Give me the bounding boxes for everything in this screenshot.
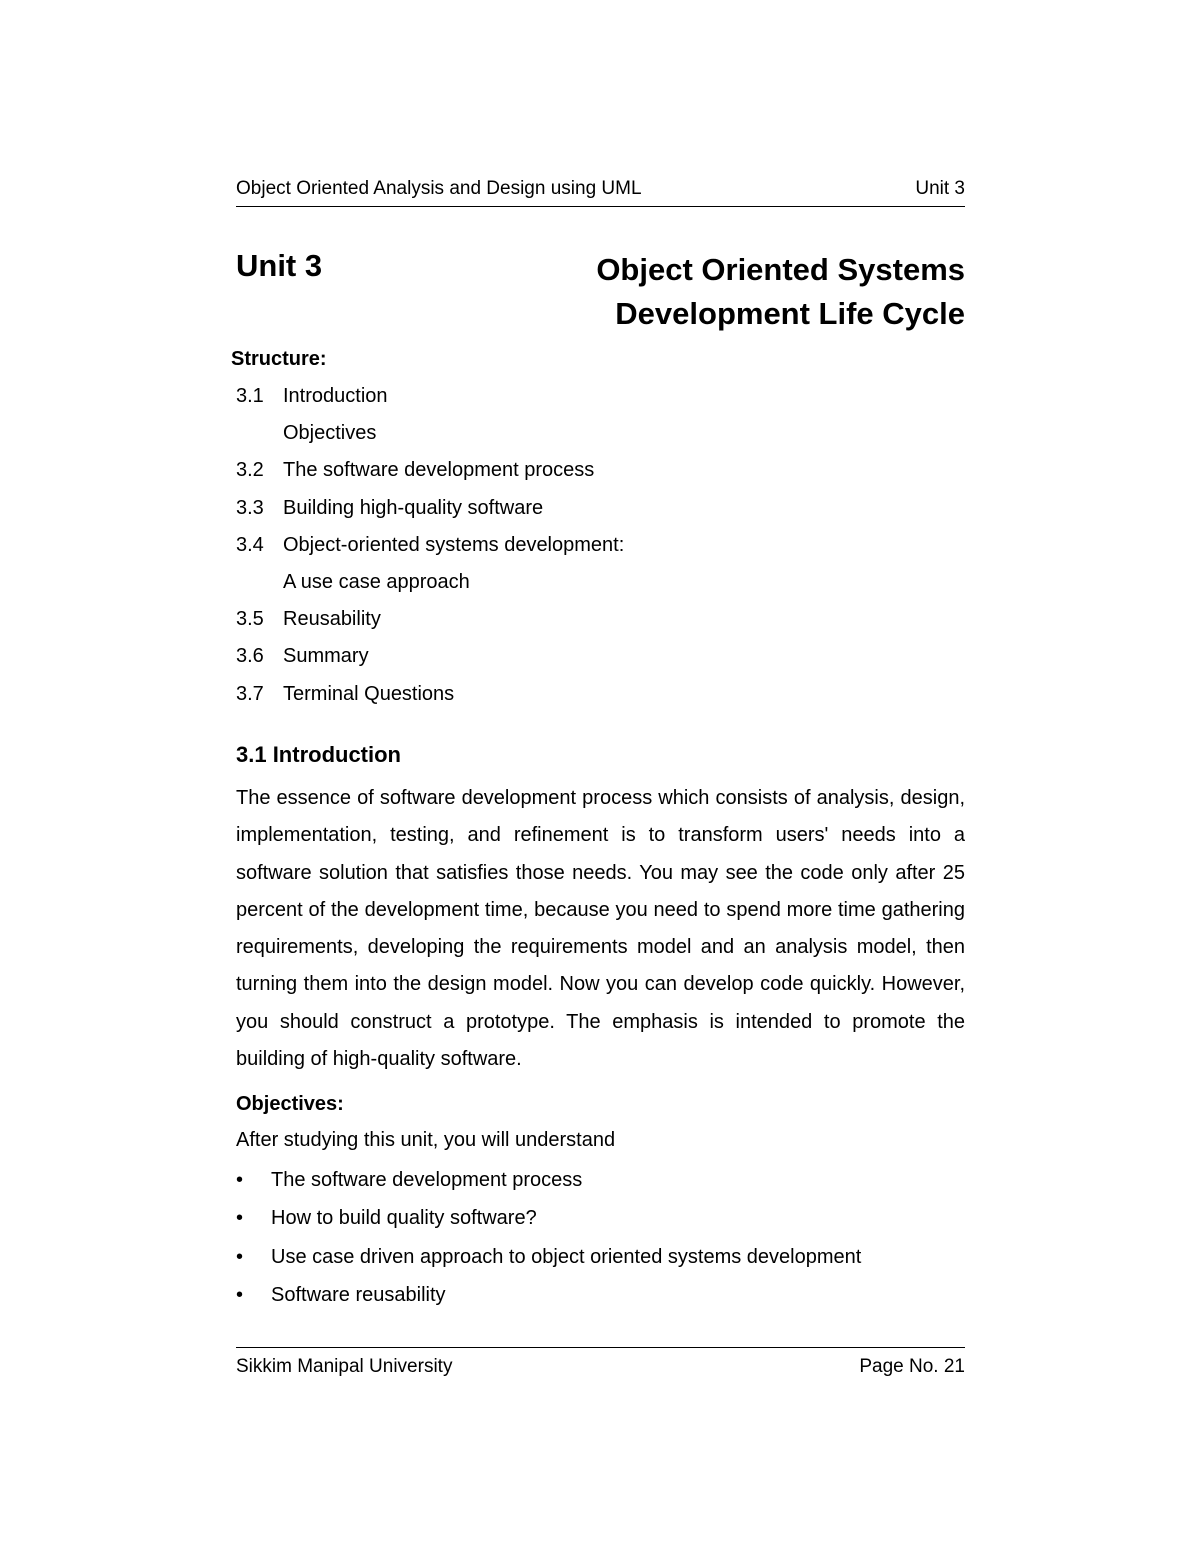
structure-item-number: 3.5 — [236, 608, 264, 631]
objective-text: The software development process — [271, 1169, 583, 1191]
structure-item — [236, 681, 965, 718]
structure-item — [236, 495, 965, 532]
unit-title-line-1: Object Oriented Systems — [596, 252, 965, 287]
unit-title — [545, 248, 965, 336]
introduction-paragraph: The essence of software development process which consists of analysis, design, implementation, testing, and refinement is to transform users' needs into a software solution that satisfies those needs. You may see the code only after 25 percent of the development time, because you need to spend more time gathering requirements, developing the requirements model and an analysis model, then turning them into the design model. Now you can develop code quickly. However, you should construct a prototype. The emphasis is intended to promote the building of high-quality software. — [236, 787, 965, 1071]
header-rule — [236, 206, 965, 207]
footer-rule — [236, 1347, 965, 1348]
objective-text: Use case driven approach to object oriented systems development — [271, 1245, 862, 1268]
structure-item-number: 3.1 — [236, 385, 264, 407]
footer-publisher: Sikkim Manipal University — [236, 1356, 453, 1377]
structure-item-text: A use case approach — [283, 570, 470, 593]
structure-item-number: 3.6 — [236, 645, 264, 668]
objective-item — [236, 1167, 965, 1205]
objective-text: How to build quality software? — [271, 1207, 537, 1230]
footer-page-number: Page No. 21 — [859, 1356, 965, 1377]
objective-item — [236, 1282, 965, 1320]
structure-list — [236, 383, 965, 718]
structure-item-text: Introduction — [283, 385, 388, 407]
objectives-heading: Objectives: — [236, 1093, 344, 1115]
structure-item-text: Terminal Questions — [283, 682, 455, 705]
structure-item-number: 3.7 — [236, 682, 264, 705]
objective-item — [236, 1244, 965, 1282]
bullet-icon: • — [236, 1245, 244, 1268]
structure-heading: Structure: — [231, 348, 327, 370]
structure-item-number: 3.4 — [236, 533, 264, 556]
structure-item — [236, 643, 965, 680]
structure-item — [236, 457, 965, 494]
structure-item — [236, 383, 965, 420]
structure-item-text: Building high-quality software — [283, 496, 544, 519]
header-book-title: Object Oriented Analysis and Design using UML — [236, 178, 642, 199]
objective-item — [236, 1205, 965, 1243]
bullet-icon: • — [236, 1169, 244, 1191]
unit-title-line-2: Development Life Cycle — [615, 296, 965, 331]
structure-item-text: Reusability — [283, 608, 381, 631]
unit-label: Unit 3 — [236, 248, 323, 283]
structure-item — [236, 420, 965, 457]
bullet-icon: • — [236, 1207, 244, 1230]
objectives-lead: After studying this unit, you will understand — [236, 1129, 616, 1151]
objectives-list — [236, 1167, 965, 1321]
structure-item-text: Summary — [283, 645, 369, 668]
structure-item-number: 3.3 — [236, 496, 264, 519]
objective-text: Software reusability — [271, 1284, 446, 1307]
structure-item-text: Objectives — [283, 422, 377, 445]
structure-item-text: The software development process — [283, 459, 595, 482]
structure-item-number: 3.2 — [236, 459, 264, 482]
structure-item-text: Object-oriented systems development: — [283, 533, 625, 556]
structure-item — [236, 569, 965, 606]
introduction-heading: 3.1 Introduction — [236, 742, 401, 767]
header-unit-label: Unit 3 — [915, 178, 965, 199]
structure-item — [236, 532, 965, 569]
bullet-icon: • — [236, 1284, 244, 1307]
structure-item — [236, 606, 965, 643]
